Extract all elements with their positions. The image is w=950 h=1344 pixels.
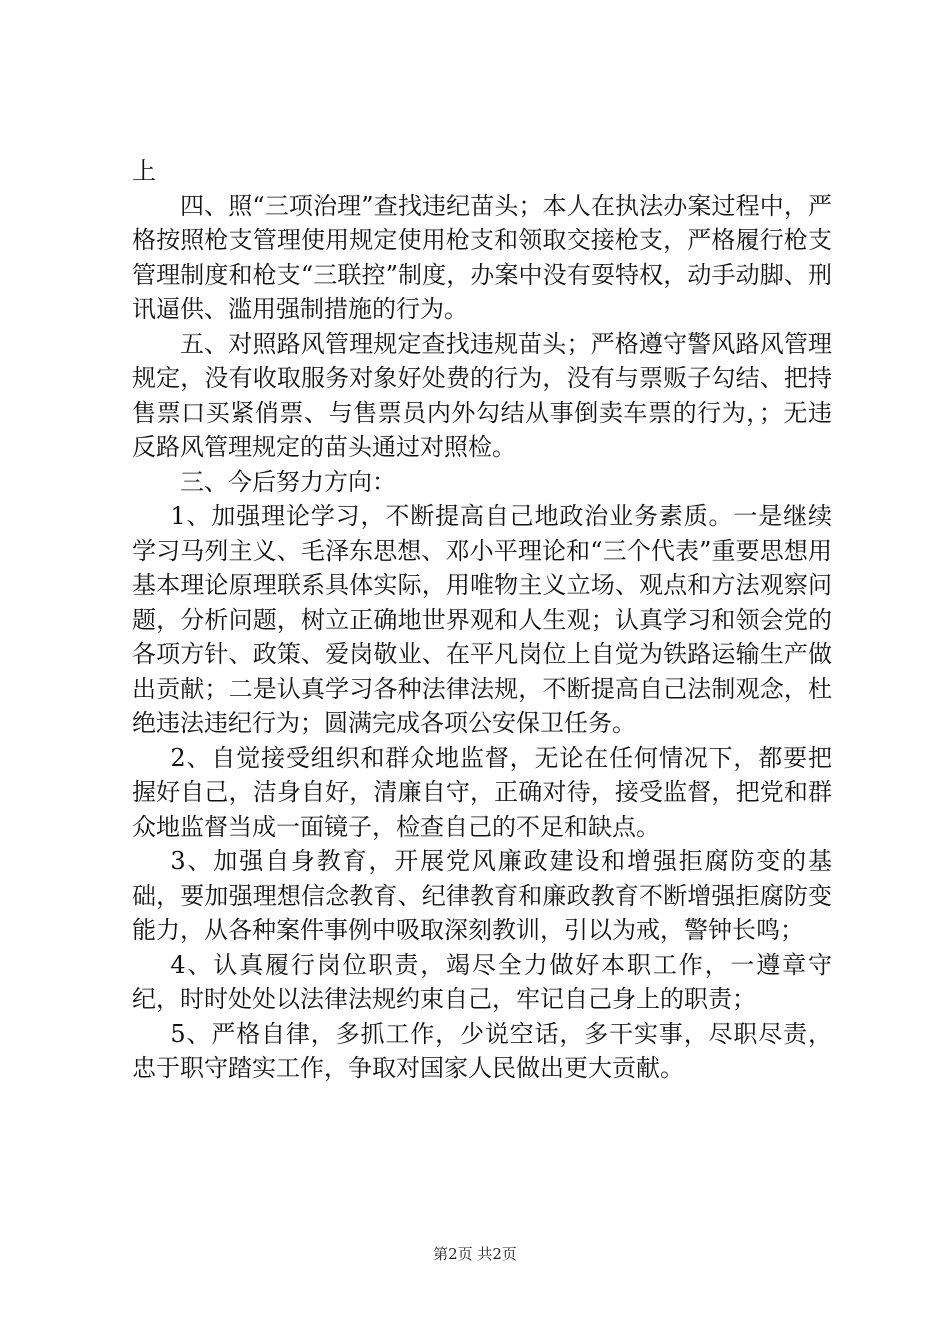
paragraph-continuation: 上 [132, 157, 156, 185]
paragraph-item-4: 4、认真履行岗位职责，竭尽全力做好本职工作，一遵章守纪，时时处处以法律法规约束自己，牢记自己身上的职责； [132, 950, 832, 1013]
paragraph-item-3: 3、加强自身教育，开展党风廉政建设和增强拒腐防变的基础，要加强理想信念教育、纪律教育和廉政教育不断增强拒腐防变能力，从各种案件事例中吸取深刻教训，引以为戒，警钟长鸣； [132, 847, 832, 944]
paragraph-section-four: 四、照“三项治理”查找违纪苗头；本人在执法办案过程中，严格按照枪支管理使用规定使用枪支和领取交接枪支，严格履行枪支管理制度和枪支“三联控”制度，办案中没有耍特权，动手动脚、刑讯逼供、滥用强制措施的行为。 [132, 191, 832, 323]
document-body [132, 154, 832, 1086]
paragraph-item-5: 5、严格自律，多抓工作，少说空话，多干实事，尽职尽责，忠于职守踏实工作，争取对国家人民做出更大贡献。 [132, 1019, 832, 1082]
paragraph-item-2: 2、自觉接受组织和群众地监督，无论在任何情况下，都要把握好自己，洁身自好，清廉自守，正确对待，接受监督，把党和群众地监督当成一面镜子，检查自己的不足和缺点。 [132, 743, 832, 841]
section-heading-three: 三、今后努力方向： [180, 467, 396, 496]
paragraph-section-five: 五、对照路风管理规定查找违规苗头；严格遵守警风路风管理规定，没有收取服务对象好处费的行为，没有与票贩子勾结、把持售票口买紧俏票、与售票员内外勾结从事倒卖车票的行为，；无违反路风管理规定的苗头通过对照检。 [132, 329, 832, 461]
page-number-footer: 第2页 共2页 [433, 1245, 517, 1263]
paragraph-item-1: 1、加强理论学习，不断提高自己地政治业务素质。一是继续学习马列主义、毛泽东思想、邓小平理论和“三个代表”重要思想用基本理论原理联系具体实际，用唯物主义立场、观点和方法观察问题，分析问题，树立正确地世界观和人生观；认真学习和领会党的各项方针、政策、爱岗敬业、在平凡岗位上自觉为铁路运输生产做出贡献；二是认真学习各种法律法规，不断提高自己法制观念，杜绝违法违纪行为；圆满完成各项公安保卫任务。 [132, 502, 832, 737]
